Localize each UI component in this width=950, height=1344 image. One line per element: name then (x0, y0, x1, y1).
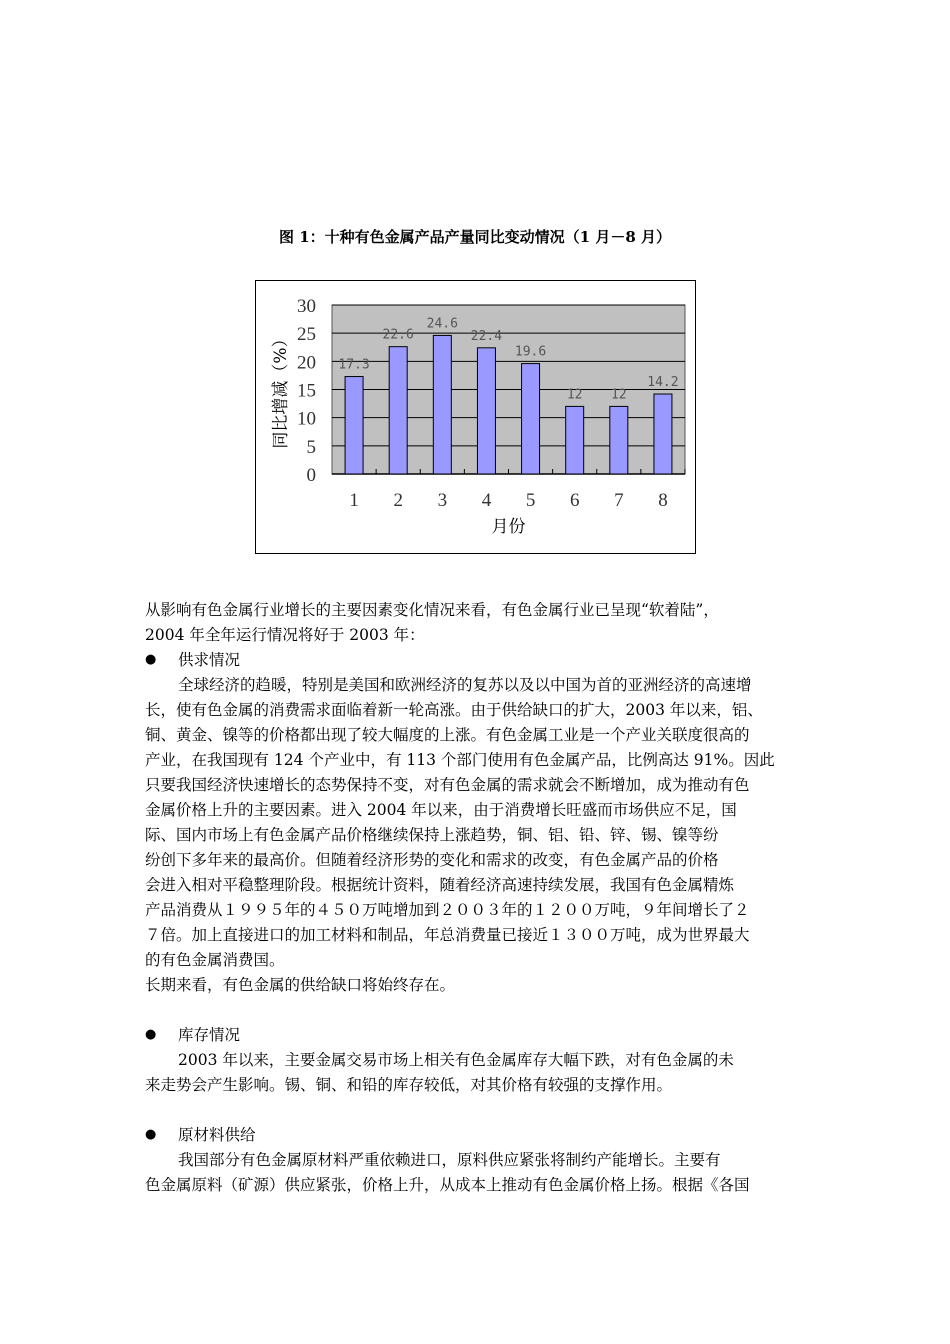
y-tick-label: 20 (297, 352, 316, 374)
paragraph-line: 长，使有色金属的消费需求面临着新一轮高涨。由于供给缺口的扩大，2003 年以来，铝、 (145, 701, 763, 719)
bar-2 (389, 347, 407, 474)
paragraph-line: 色金属原料（矿源）供应紧张，价格上升，从成本上推动有色金属价格上扬。根据《各国 (145, 1176, 750, 1194)
x-axis-title: 月份 (491, 517, 526, 537)
y-tick-label: 25 (297, 324, 316, 346)
x-tick-label: 2 (393, 490, 403, 511)
bar-8 (654, 394, 672, 474)
section-heading: 库存情况 (178, 1026, 241, 1044)
bar-3 (433, 335, 451, 474)
y-tick-label: 30 (297, 296, 316, 317)
bullet-icon: ● (145, 1127, 157, 1142)
bar-4 (477, 348, 495, 474)
data-label: 19.6 (514, 344, 547, 360)
section-heading: 原材料供给 (178, 1126, 256, 1144)
paragraph-line: 只要我国经济快速增长的态势保持不变，对有色金属的需求就会不断增加，成为推动有色 (145, 776, 750, 794)
data-label: 12 (610, 387, 627, 403)
data-label: 22.6 (382, 327, 414, 343)
figure-title: 图 1：十种有色金属产品产量同比变动情况（1 月－8 月） (279, 228, 671, 246)
data-label: 14.2 (647, 375, 679, 391)
paragraph-line: 的有色金属消费国。 (145, 951, 285, 969)
paragraph-line: ７倍。加上直接进口的加工材料和制品，年总消费量已接近１３００万吨，成为世界最大 (145, 926, 750, 944)
y-tick-label: 15 (297, 380, 316, 402)
intro-line: 2004 年全年运行情况将好于 2003 年： (145, 626, 425, 644)
paragraph-line: 金属价格上升的主要因素。进入 2004 年以来，由于消费增长旺盛而市场供应不足，国 (145, 801, 737, 819)
y-tick-label: 0 (306, 465, 316, 486)
paragraph-line: 纷创下多年来的最高价。但随着经济形势的变化和需求的改变，有色金属产品的价格 (145, 851, 719, 869)
x-tick-label: 5 (525, 490, 536, 511)
paragraph-line: 会进入相对平稳整理阶段。根据统计资料，随着经济高速持续发展，我国有色金属精炼 (145, 876, 735, 894)
x-tick-label: 3 (437, 490, 448, 511)
bar-6 (566, 406, 584, 474)
chart-frame (255, 280, 696, 554)
paragraph-line: 来走势会产生影响。锡、铜、和铅的库存较低，对其价格有较强的支撑作用。 (145, 1076, 673, 1094)
paragraph-line: 全球经济的趋暖，特别是美国和欧洲经济的复苏以及以中国为首的亚洲经济的高速增 (178, 676, 752, 694)
bullet-icon: ● (145, 1027, 157, 1042)
x-tick-label: 1 (349, 490, 359, 511)
bar-5 (522, 364, 540, 474)
intro-line: 从影响有色金属行业增长的主要因素变化情况来看，有色金属行业已呈现“软着陆”， (145, 601, 719, 619)
paragraph-line: 产品消费从１９９５年的４５０万吨增加到２００３年的１２００万吨，９年间增长了２ (145, 901, 750, 919)
data-label: 24.6 (426, 316, 458, 332)
bar-1 (345, 377, 363, 474)
data-label: 17.3 (338, 357, 370, 373)
bar-7 (610, 406, 628, 474)
y-tick-label: 10 (297, 408, 316, 430)
section-heading: 供求情况 (178, 651, 241, 669)
x-tick-label: 7 (614, 490, 624, 511)
data-label: 22.4 (470, 328, 503, 344)
data-label: 12 (566, 387, 583, 403)
bar-chart (256, 281, 695, 553)
y-axis-title: 同比增减（%） (271, 330, 291, 449)
paragraph-line: 长期来看，有色金属的供给缺口将始终存在。 (145, 976, 456, 994)
bullet-icon: ● (145, 652, 157, 667)
paragraph-line: 铜、黄金、镍等的价格都出现了较大幅度的上涨。有色金属工业是一个产业关联度很高的 (145, 726, 750, 744)
paragraph-line: 我国部分有色金属原材料严重依赖进口，原料供应紧张将制约产能增长。主要有 (178, 1151, 721, 1169)
x-tick-label: 8 (658, 490, 668, 511)
y-tick-label: 5 (306, 436, 316, 458)
x-tick-label: 6 (569, 490, 580, 511)
paragraph-line: 产业，在我国现有 124 个产业中，有 113 个部门使用有色金属产品，比例高达 91%。因此 (145, 751, 775, 769)
x-tick-label: 4 (481, 490, 492, 511)
paragraph-line: 2003 年以来，主要金属交易市场上相关有色金属库存大幅下跌，对有色金属的未 (178, 1051, 734, 1069)
paragraph-line: 际、国内市场上有色金属产品价格继续保持上涨趋势，铜、铝、铅、锌、锡、镍等纷 (145, 826, 719, 844)
